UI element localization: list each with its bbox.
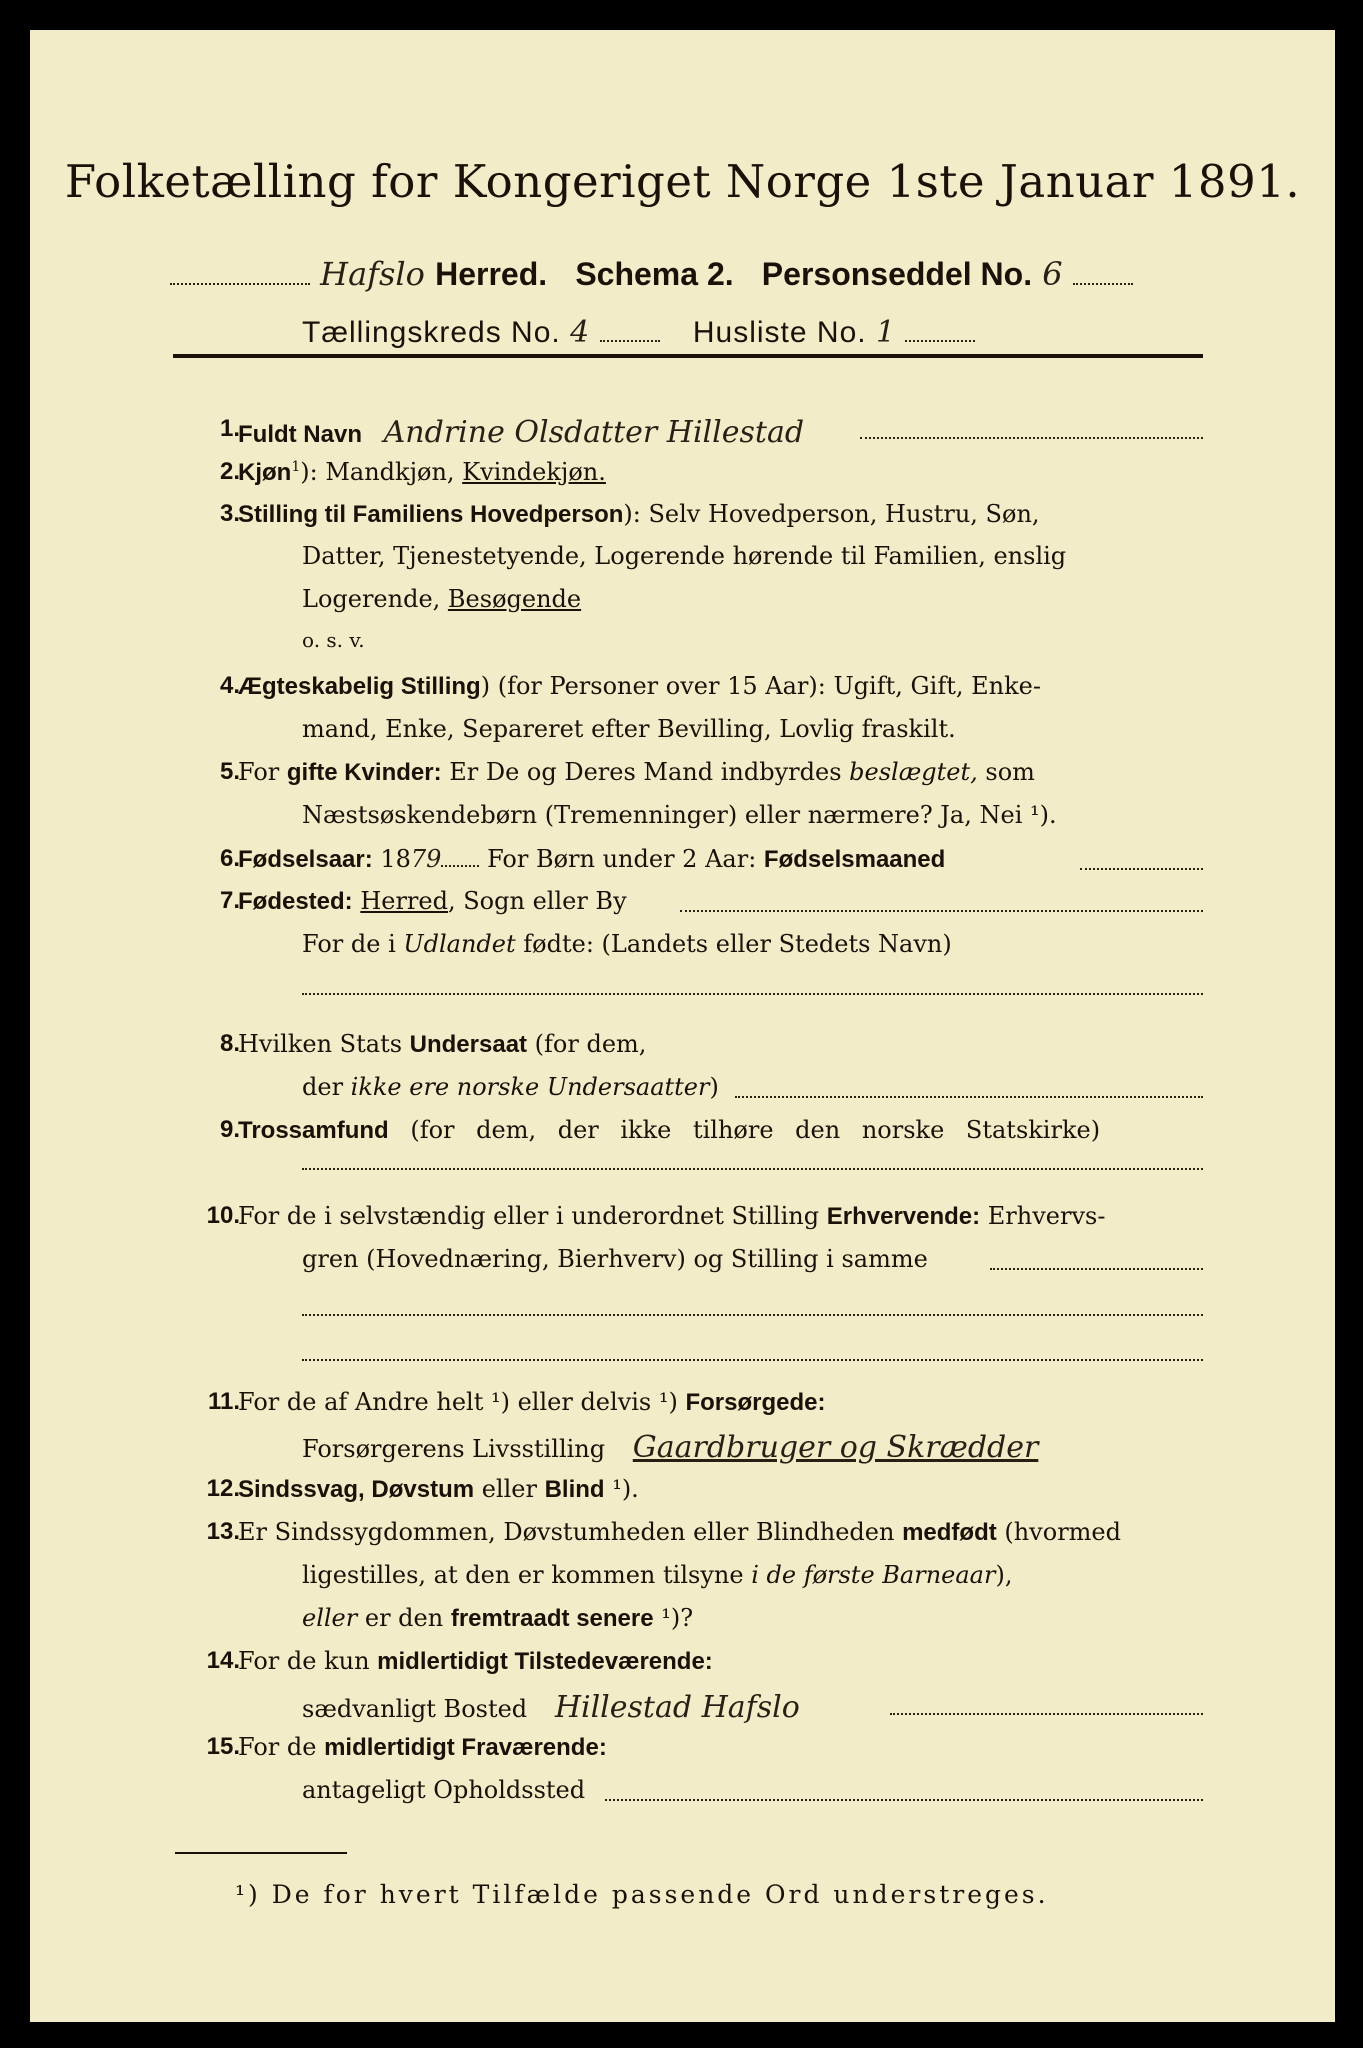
q14-line2-text: sædvanligt Bosted — [302, 1695, 528, 1723]
q5-line1 — [238, 758, 1035, 787]
q10-line1: Erhvervs- — [980, 1202, 1106, 1230]
q15-number: 15. — [206, 1733, 240, 1760]
q5-line1a: Er De og Deres Mand indbyrdes — [441, 758, 850, 786]
q12-label: Sindssvag, Døvstum — [238, 1476, 475, 1503]
q11-value: Gaardbruger og Skrædder — [632, 1430, 1039, 1465]
header-rule — [173, 354, 1203, 358]
q5-label: gifte Kvinder: — [286, 759, 442, 786]
q13-line1c: (hvormed — [996, 1518, 1121, 1546]
q13-line3a: eller — [302, 1604, 358, 1632]
q11-line2-text: Forsørgerens Livsstilling — [302, 1435, 606, 1463]
q15-pre: For de — [238, 1733, 325, 1761]
herred-line — [170, 255, 1133, 293]
q13-line2b: i de første Barneaar — [751, 1561, 996, 1589]
q14-label: midlertidigt Tilstedeværende: — [377, 1648, 713, 1675]
q11-line1 — [238, 1388, 826, 1417]
q5-line1c: som — [977, 758, 1035, 786]
q13-line2 — [302, 1561, 1012, 1589]
q5-line2: Næstsøskendebørn (Tremenninger) eller nærmere? Ja, Nei ¹). — [302, 801, 1057, 829]
q13-line3d: ¹)? — [653, 1604, 694, 1632]
q7-line2a: For de i — [302, 930, 404, 958]
q8-line1 — [238, 1030, 646, 1059]
q13-line2c: ), — [995, 1561, 1013, 1589]
q12-label2: Blind — [544, 1476, 605, 1503]
herred-label: Herred. — [435, 256, 548, 292]
q15-line2: antageligt Opholdssted — [302, 1776, 586, 1804]
q15-line1 — [238, 1733, 607, 1762]
q13-line1 — [238, 1518, 1121, 1547]
q9-line1 — [238, 1116, 1100, 1145]
q11-pre: For de af Andre helt ¹) eller delvis ¹) — [238, 1388, 686, 1416]
q7-line2b: Udlandet — [403, 930, 516, 958]
q5-pre: For — [238, 758, 287, 786]
q9-number: 9. — [219, 1116, 240, 1143]
q2-underlined: Kvindekjøn. — [462, 458, 606, 486]
q3-line3 — [302, 585, 581, 613]
q10-pre: For de i selvstændig eller i underordnet Stilling — [238, 1202, 827, 1230]
q8-line2a: der — [302, 1073, 351, 1101]
herred-value: Hafslo — [320, 255, 425, 293]
q3-line3b: Besøgende — [447, 585, 582, 613]
q3-label: Stilling til Familiens Hovedperson — [238, 501, 624, 528]
q11-line2 — [302, 1430, 1038, 1465]
form-title: Folketælling for Kongeriget Norge 1ste Januar 1891. — [64, 155, 1301, 208]
q12-number: 12. — [206, 1475, 240, 1502]
q13-number: 13. — [206, 1518, 240, 1545]
q6-label: Fødselsaar: — [238, 846, 373, 873]
q11-label: Forsørgede: — [685, 1389, 826, 1416]
q1-number: 1. — [219, 415, 240, 442]
q6-number: 6. — [219, 845, 240, 872]
q14-line2 — [302, 1690, 800, 1725]
q14-pre: For de kun — [238, 1647, 378, 1675]
q2-rest: ): Mandkjøn, — [300, 458, 463, 486]
q1-line — [238, 415, 804, 450]
q2-sup: 1 — [291, 459, 301, 475]
q2-label: Kjøn — [238, 459, 292, 486]
q8-pre: Hvilken Stats — [238, 1030, 410, 1058]
footnote: ¹) De for hvert Tilfælde passende Ord understreges. — [235, 1880, 1049, 1909]
q3-line1 — [238, 500, 1040, 529]
q8-label: Undersaat — [409, 1031, 528, 1058]
q6-mid: For Børn under 2 Aar: — [479, 845, 764, 873]
q5-number: 5. — [219, 758, 240, 785]
q3-number: 3. — [219, 500, 240, 527]
q7-line1b: Herred — [360, 887, 448, 915]
q13-line3c: fremtraadt senere — [450, 1605, 654, 1632]
q6-line — [238, 845, 945, 874]
q1-label: Fuldt Navn — [238, 421, 362, 448]
q10-number: 10. — [206, 1202, 240, 1229]
q8-line1: (for dem, — [527, 1030, 647, 1058]
husliste-value: 1 — [875, 315, 897, 350]
footnote-rule — [175, 1852, 347, 1854]
schema-label: Schema 2. — [575, 256, 734, 292]
personseddel-label: Personseddel No. — [761, 256, 1033, 292]
q3-line3a: Logerende, — [302, 585, 448, 613]
q14-number: 14. — [206, 1647, 240, 1674]
q10-label: Erhvervende: — [826, 1203, 981, 1230]
q7-label: Fødested: — [238, 888, 353, 915]
q10-line2: gren (Hovednæring, Bierhverv) og Stilling i samme — [302, 1245, 928, 1273]
q13-line1b: medfødt — [902, 1519, 997, 1546]
q3-line4: o. s. v. — [302, 628, 365, 652]
q5-line1b: beslægtet, — [849, 758, 978, 786]
census-form — [30, 30, 1335, 2022]
q13-line2a: ligestilles, at den er kommen tilsyne — [302, 1561, 752, 1589]
q9-line1: (for dem, der ikke tilhøre den norske Statskirke) — [388, 1116, 1101, 1144]
q12-line — [238, 1475, 639, 1504]
husliste-label: Husliste No. — [692, 316, 867, 349]
q8-line2c: ) — [709, 1073, 719, 1101]
q2-number: 2. — [219, 458, 240, 485]
taellingskreds-line — [302, 315, 975, 350]
q14-line1 — [238, 1647, 713, 1676]
q6-label2: Fødselsmaaned — [763, 846, 946, 873]
q8-line2 — [302, 1073, 719, 1101]
q9-label: Trossamfund — [238, 1117, 389, 1144]
q13-line1a: Er Sindssygdommen, Døvstumheden eller Blindheden — [238, 1518, 903, 1546]
taellingskreds-label: Tællingskreds No. — [302, 316, 561, 349]
q8-line2b: ikke ere norske Undersaatter — [350, 1073, 710, 1101]
q11-number: 11. — [207, 1388, 240, 1415]
q4-number: 4. — [219, 672, 240, 699]
q12-end: ¹). — [604, 1475, 639, 1503]
q10-line1 — [238, 1202, 1105, 1231]
q7-line1c: , Sogn eller By — [447, 887, 627, 915]
q2-line — [238, 458, 606, 487]
q12-mid: eller — [474, 1475, 545, 1503]
q6-year-value: 79 — [410, 845, 442, 873]
q4-line1-text: ) (for Personer over 15 Aar): Ugift, Gift, Enke- — [480, 672, 1041, 700]
q4-line2: mand, Enke, Separeret efter Bevilling, Lovlig fraskilt. — [302, 715, 956, 743]
q7-line2 — [302, 930, 952, 958]
q15-label: midlertidigt Fraværende: — [324, 1734, 607, 1761]
q13-line3 — [302, 1604, 693, 1633]
q4-line1 — [238, 672, 1041, 701]
q4-label: Ægteskabelig Stilling — [238, 673, 481, 700]
taellingskreds-value: 4 — [570, 315, 591, 350]
q1-value: Andrine Olsdatter Hillestad — [383, 415, 805, 450]
q8-number: 8. — [219, 1030, 240, 1057]
q7-number: 7. — [219, 887, 240, 914]
q7-line2c: fødte: (Landets eller Stedets Navn) — [515, 930, 952, 958]
q6-year-prefix: 18 — [372, 845, 411, 873]
q13-line3b: er den — [357, 1604, 451, 1632]
personseddel-value: 6 — [1042, 255, 1063, 293]
q7-line1 — [238, 887, 627, 916]
q3-line2: Datter, Tjenestetyende, Logerende hørende til Familien, enslig — [302, 542, 1067, 570]
q14-value: Hillestad Hafslo — [554, 1690, 800, 1725]
q3-line1-text: ): Selv Hovedperson, Hustru, Søn, — [623, 500, 1040, 528]
